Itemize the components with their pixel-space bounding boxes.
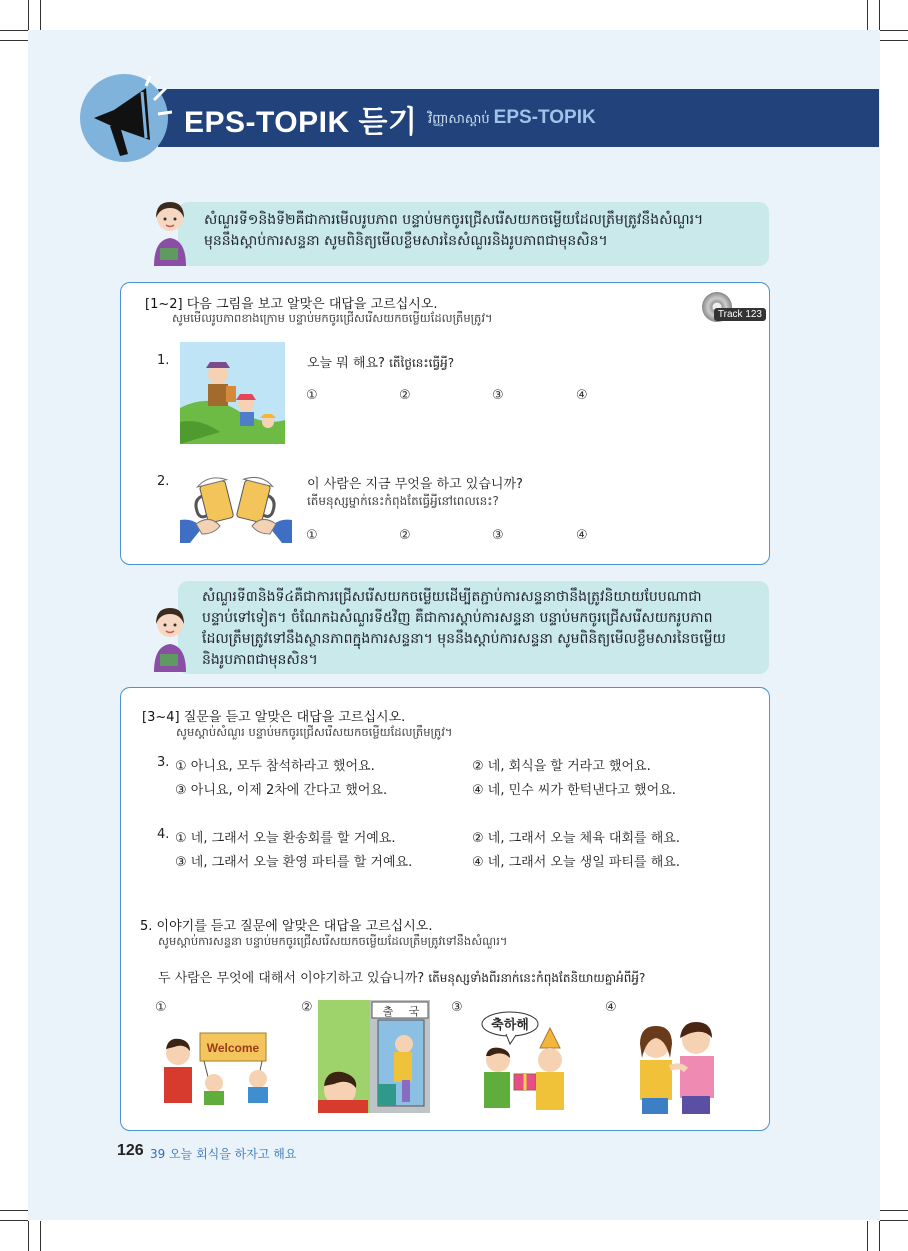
question-5-text <box>158 967 645 988</box>
crop-mark <box>28 1221 29 1251</box>
note-line: ដែលត្រឹមត្រូវទៅនឹងស្ថានភាពក្នុងការសន្ទនា។ មុននឹងស្ដាប់ការសន្ទនា សូមពិនិត្យមើលខ្លឹមសារនៃចម្លើយ <box>202 631 726 647</box>
answer-option[interactable]: ④ 네, 민수 씨가 한턱낸다고 했어요. <box>472 783 676 798</box>
crop-mark <box>0 30 28 31</box>
exit-sign-text-1: 출 <box>382 1005 394 1018</box>
choice-1[interactable]: ① <box>306 388 318 403</box>
beer-toast-illustration <box>180 468 292 543</box>
crop-mark <box>40 1221 41 1251</box>
choice-4[interactable]: ④ <box>576 528 588 543</box>
hiking-illustration <box>180 342 285 444</box>
note-line: មុននឹងស្ដាប់ការសន្ទនា សូមពិនិត្យមើលខ្លឹមសារនៃសំណួរនិងរូបភាពជាមុនសិន។ <box>204 233 608 249</box>
choice-4[interactable]: ④ <box>576 388 588 403</box>
question-number: 2. <box>157 474 170 489</box>
note-line: សំណួរទី៣និងទី៤គឺជាការជ្រើសរើសយកចម្លើយដើម្បីតភ្ជាប់ការសន្ទនាថានឹងត្រូវនិយាយបែបណាជា <box>202 589 702 605</box>
birthday-gift-illustration <box>470 1010 590 1113</box>
section1-instruction: [1~2] 다음 그림을 보고 알맞은 대답을 고르십시오. <box>145 297 438 312</box>
page-title: EPS-TOPIK 듣기 <box>184 106 418 139</box>
page-subtitle <box>428 107 596 130</box>
welcome-party-illustration <box>160 1025 280 1105</box>
choice-3[interactable]: ③ <box>492 388 504 403</box>
exit-sign-text-2: 국 <box>408 1005 420 1018</box>
subtitle-khmer: វិញ្ញាសាស្ដាប់ <box>428 112 490 127</box>
note-line: និងរូបភាពជាមុនសិន។ <box>202 652 318 668</box>
teacher-avatar <box>146 602 194 674</box>
choice-1[interactable]: ① <box>306 528 318 543</box>
crop-mark <box>867 1221 868 1251</box>
crop-mark <box>0 1220 28 1221</box>
question-2-korean: 이 사람은 지금 무엇을 하고 있습니까? <box>307 477 523 492</box>
question-number: 1. <box>157 353 170 368</box>
welcome-sign-text: Welcome <box>206 1041 260 1055</box>
crop-mark <box>0 40 28 41</box>
question-5-korean: 두 사람은 무엇에 대해서 이야기하고 있습니까? <box>158 971 425 986</box>
teacher-avatar <box>146 196 194 268</box>
audio-track-badge[interactable] <box>702 292 766 322</box>
answer-option[interactable]: ② 네, 회식을 할 거라고 했어요. <box>472 759 651 774</box>
airport-departure-illustration <box>318 1000 430 1113</box>
instruction-note-2 <box>178 581 769 674</box>
header-banner <box>158 89 879 147</box>
answer-option[interactable]: ② 네, 그래서 오늘 체육 대회를 해요. <box>472 831 680 846</box>
picture-choice-4[interactable]: ④ <box>605 1000 617 1015</box>
answer-option[interactable]: ③ 아니요, 이제 2차에 간다고 했어요. <box>175 783 388 798</box>
note-line: សំណួរទី១និងទី២គឺជាការមើលរូបភាព បន្ទាប់មកចូរជ្រើសរើសយកចម្លើយដែលត្រឹមត្រូវនឹងសំណួរ។ <box>204 212 704 228</box>
megaphone-icon <box>80 70 180 166</box>
answer-option[interactable]: ③ 네, 그래서 오늘 환영 파티를 할 거예요. <box>175 855 413 870</box>
question-number: 3. <box>157 755 170 770</box>
answer-option[interactable]: ④ 네, 그래서 오늘 생일 파티를 해요. <box>472 855 680 870</box>
question-5-khmer: តើមនុស្សទាំងពីរនាក់នេះកំពុងតែនិយាយគ្នាអំពីអ្វី? <box>428 971 646 985</box>
choice-3[interactable]: ③ <box>492 528 504 543</box>
question-2-khmer: តើមនុស្សម្នាក់នេះកំពុងតែធ្វើអ្វីនៅពេលនេះ? <box>307 494 499 508</box>
crop-mark <box>28 0 29 30</box>
question-5-instruction: 5. 이야기를 듣고 질문에 알맞은 대답을 고르십시오. <box>140 919 433 934</box>
section1-instruction-khmer: សូមមើលរូបភាពខាងក្រោម បន្ទាប់មកចូរជ្រើសរើសយកចម្លើយដែលត្រឹមត្រូវ។ <box>172 311 493 325</box>
crop-mark <box>880 30 908 31</box>
crop-mark <box>880 1210 908 1211</box>
question-number: 4. <box>157 827 170 842</box>
couple-illustration <box>630 1018 725 1114</box>
crop-mark <box>40 0 41 30</box>
crop-mark <box>867 0 868 30</box>
answer-option[interactable]: ① 아니요, 모두 참석하라고 했어요. <box>175 759 375 774</box>
question-1-khmer: តើថ្ងៃនេះធ្វើអ្វី? <box>389 356 455 370</box>
picture-choice-2[interactable]: ② <box>301 1000 313 1015</box>
subtitle-english: EPS-TOPIK <box>493 107 596 128</box>
picture-choice-1[interactable]: ① <box>155 1000 167 1015</box>
note-line: បន្ទាប់ទៅទៀត។ ចំណែកឯសំណួរទី៥វិញ គឺជាការស្ដាប់ការសន្ទនា បន្ទាប់មកចូរជ្រើសរើសយករូបភាព <box>202 610 713 626</box>
answer-option[interactable]: ① 네, 그래서 오늘 환송회를 할 거예요. <box>175 831 396 846</box>
question-1-text <box>307 352 454 373</box>
page-number: 126 <box>117 1142 144 1159</box>
crop-mark <box>879 1221 880 1251</box>
section2-instruction-khmer: សូមស្ដាប់សំណួរ បន្ទាប់មកចូរជ្រើសរើសយកចម្លើយដែលត្រឹមត្រូវ។ <box>176 725 453 739</box>
crop-mark <box>879 0 880 30</box>
track-label: Track 123 <box>714 308 766 321</box>
section2-instruction: [3~4] 질문을 듣고 알맞은 대답을 고르십시오. <box>142 710 406 725</box>
question-1-korean: 오늘 뭐 해요? <box>307 356 385 371</box>
chapter-title: 39 오늘 회식을 하자고 해요 <box>150 1147 297 1161</box>
choice-2[interactable]: ② <box>399 528 411 543</box>
crop-mark <box>880 40 908 41</box>
speech-bubble-text: 축하해 <box>491 1018 529 1033</box>
question-5-instruction-khmer: សូមស្ដាប់ការសន្ទនា បន្ទាប់មកចូរជ្រើសរើសយកចម្លើយដែលត្រឹមត្រូវទៅនឹងសំណួរ។ <box>158 934 508 948</box>
crop-mark <box>880 1220 908 1221</box>
choice-2[interactable]: ② <box>399 388 411 403</box>
crop-mark <box>0 1210 28 1211</box>
picture-choice-3[interactable]: ③ <box>451 1000 463 1015</box>
instruction-note-1 <box>178 202 769 266</box>
